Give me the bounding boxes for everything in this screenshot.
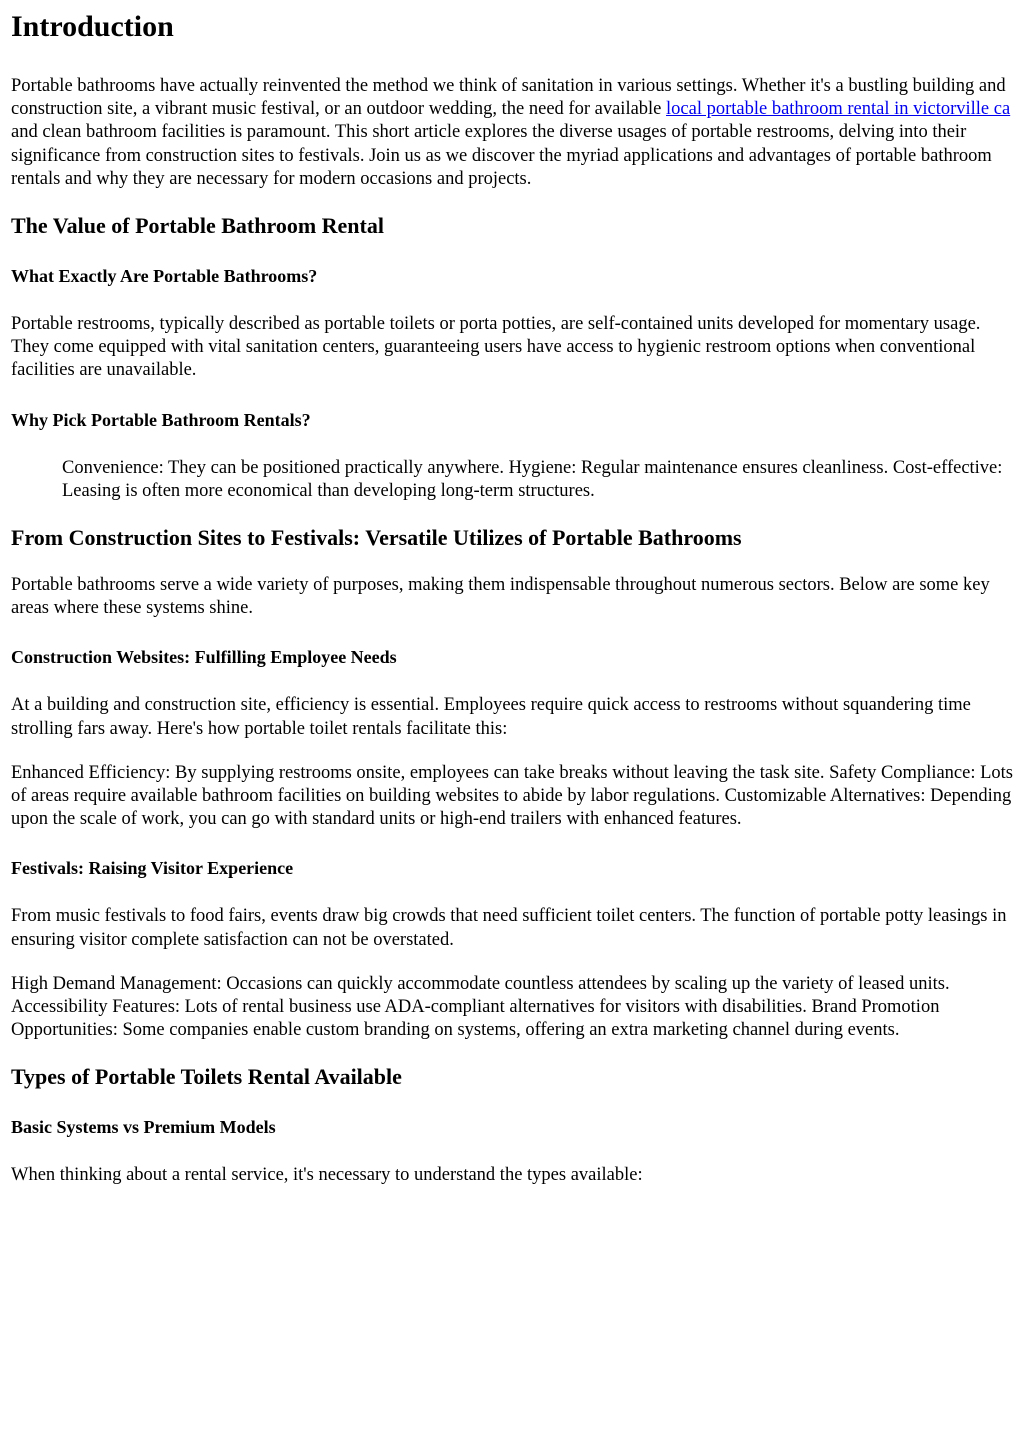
uses-intro-paragraph: Portable bathrooms serve a wide variety of purposes, making them indispensable throughout numerous sectors. Below are some key areas where these systems shine.: [11, 575, 990, 619]
intro-text-after: and clean bathroom facilities is paramount. This short article explores the diverse usages of portable restrooms, delving into their significance from construction sites to festivals. Join us as we discover the myriad applications and advantages of portable bathroom rentals and why they are necessary for modern occasions and projects.: [11, 122, 992, 189]
what-paragraph: Portable restrooms, typically described as portable toilets or porta potties, are self-contained units developed for momentary usage. They come equipped with vital sanitation centers, guaranteeing users have access to hygienic restroom options when conventional facilities are unavailable.: [11, 314, 981, 381]
construction-heading: Construction Websites: Fulfilling Employee Needs: [11, 647, 397, 668]
uses-heading: From Construction Sites to Festivals: Versatile Utilizes of Portable Bathrooms: [11, 525, 742, 551]
intro-heading: Introduction: [11, 10, 174, 43]
what-heading: What Exactly Are Portable Bathrooms?: [11, 266, 318, 287]
festivals-heading: Festivals: Raising Visitor Experience: [11, 858, 294, 879]
festivals-paragraph-2: High Demand Management: Occasions can quickly accommodate countless attendees by scaling up the variety of leased units. Accessibility Features: Lots of rental business use ADA-compliant alternatives for visitors with disabilities. Brand Promotion Opportunities: Some companies enable custom branding on systems, offering an extra marketing channel during events.: [11, 973, 950, 1041]
intro-text-before: Portable bathrooms have actually reinvented the method we think of sanitation in various settings. Whether it's a bustling building and construction site, a vibrant music festival, or an outdoor wedding, the need for available: [11, 76, 1006, 120]
basic-heading: Basic Systems vs Premium Models: [11, 1117, 276, 1138]
construction-paragraph-1: At a building and construction site, efficiency is essential. Employees require quick access to restrooms without squandering time strolling fars away. Here's how portable toilet rentals facilitate this:: [11, 695, 971, 739]
types-heading: Types of Portable Toilets Rental Available: [11, 1064, 402, 1090]
festivals-paragraph-1: From music festivals to food fairs, events draw big crowds that need sufficient toilet centers. The function of portable potty leasings in ensuring visitor complete satisfaction can not be overstated.: [11, 906, 1007, 950]
article: [0, 10, 1024, 1188]
rental-link[interactable]: local portable bathroom rental in victorville ca: [666, 99, 1011, 120]
why-paragraph: Convenience: They can be positioned practically anywhere. Hygiene: Regular maintenance ensures cleanliness. Cost-effective: Leasing is often more economical than developing long-term structures.: [62, 457, 1003, 501]
intro-paragraph: [11, 75, 1014, 191]
value-heading: The Value of Portable Bathroom Rental: [11, 213, 384, 239]
basic-paragraph: When thinking about a rental service, it's necessary to understand the types available:: [11, 1165, 643, 1186]
why-heading: Why Pick Portable Bathroom Rentals?: [11, 409, 311, 430]
construction-paragraph-2: Enhanced Efficiency: By supplying restrooms onsite, employees can take breaks without leaving the task site. Safety Compliance: Lots of areas require available bathroom facilities on building websites to abide by labor regulations. Customizable Alternatives: Depending upon the scale of work, you can go with standard units or high-end trailers with enhanced features.: [11, 762, 1014, 830]
